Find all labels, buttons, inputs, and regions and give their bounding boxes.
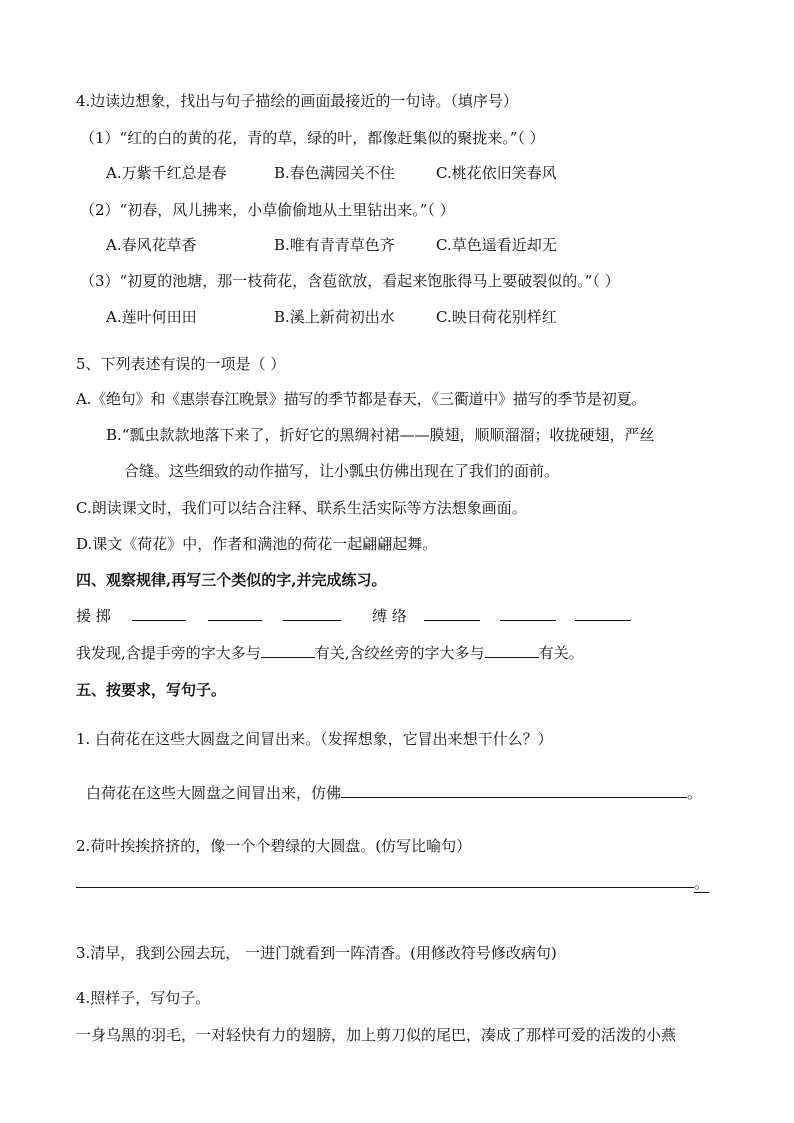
blank-silk-3[interactable] bbox=[575, 606, 631, 621]
s5-q3-prompt: 3.清早，我到公园去玩， 一进门就看到一阵清香。(用修改符号修改病句) bbox=[76, 944, 557, 962]
q5-title: 5、下列表述有误的一项是（ ） bbox=[76, 355, 286, 373]
char-group-silk bbox=[372, 605, 631, 627]
q5-option-d: D.课文《荷花》中，作者和满池的荷花一起翩翩起舞。 bbox=[76, 535, 438, 553]
s5-q1-end: 。 bbox=[687, 784, 703, 802]
blank-hand-meaning[interactable] bbox=[261, 643, 315, 658]
q4-item3-option-b: B.溪上新荷初出水 bbox=[274, 308, 395, 326]
char-group-silk-chars: 缚 络 bbox=[372, 607, 407, 625]
s5-q2-prompt: 2.荷叶挨挨挤挤的，像一个个碧绿的大圆盘。(仿写比喻句） bbox=[76, 837, 472, 855]
s5-q4-prompt: 4.照样子，写句子。 bbox=[76, 989, 211, 1007]
conclusion-prefix: 我发现,含提手旁的字大多与 bbox=[76, 644, 261, 662]
q4-item1-stem: （1）“红的白的黄的花，青的草，绿的叶，都像赶集似的聚拢来。”（ ） bbox=[80, 129, 545, 147]
s5-q1-answer-line bbox=[86, 782, 702, 804]
q4-item3-option-c: C.映日荷花别样红 bbox=[436, 308, 557, 326]
q4-item2-stem: （2）“初春，风儿拂来，小草偷偷地从土里钻出来。”（ ） bbox=[80, 201, 455, 219]
blank-hand-3[interactable] bbox=[283, 606, 341, 621]
s5-q1-prefix: 白荷花在这些大圆盘之间冒出来，仿佛 bbox=[86, 784, 342, 802]
blank-silk-meaning[interactable] bbox=[485, 643, 539, 658]
s5-q4-example: 一身乌黑的羽毛，一对轻快有力的翅膀，加上剪刀似的尾巴，凑成了那样可爱的活泼的小燕 bbox=[76, 1026, 677, 1044]
s5-q1-blank[interactable] bbox=[341, 783, 687, 798]
section4-conclusion bbox=[76, 642, 584, 664]
q5-option-c: C.朗读课文时，我们可以结合注释、联系生活实际等方法想象画面。 bbox=[76, 499, 527, 517]
q4-item3-option-a: A.莲叶何田田 bbox=[106, 308, 197, 326]
blank-hand-1[interactable] bbox=[132, 606, 186, 621]
q4-item1-option-c: C.桃花依旧笑春风 bbox=[436, 164, 557, 182]
s5-q2-end: 。 bbox=[694, 874, 710, 892]
q5-option-a: A.《绝句》和《惠崇春江晚景》描写的季节都是春天，《三衢道中》描写的季节是初夏。 bbox=[76, 390, 647, 408]
s5-q1-prompt: 1. 白荷花在这些大圆盘之间冒出来。（发挥想象，它冒出来想干什么？） bbox=[76, 730, 553, 748]
char-group-hand-chars: 援 掷 bbox=[76, 607, 111, 625]
conclusion-mid: 有关,含绞丝旁的字大多与 bbox=[314, 644, 485, 662]
char-group-hand bbox=[76, 605, 341, 627]
q5-option-b-line1: B.“瓢虫款款地落下来了，折好它的黑绸衬裙——膜翅，顺顺溜溜；收拢硬翅，严丝 bbox=[106, 426, 655, 444]
blank-silk-1[interactable] bbox=[424, 606, 480, 621]
s5-q2-answer-line bbox=[76, 872, 709, 894]
blank-silk-2[interactable] bbox=[500, 606, 556, 621]
q4-item2-option-b: B.唯有青青草色齐 bbox=[274, 236, 395, 254]
q4-item1-option-b: B.春色满园关不住 bbox=[274, 164, 395, 182]
q4-item2-option-a: A.春风花草香 bbox=[106, 236, 197, 254]
conclusion-suffix: 有关。 bbox=[538, 644, 584, 662]
section4-title: 四、观察规律,再写三个类似的字,并完成练习。 bbox=[76, 571, 387, 589]
q4-item2-option-c: C.草色遥看近却无 bbox=[436, 236, 557, 254]
q4-title: 4.边读边想象，找出与句子描绘的画面最接近的一句诗。（填序号） bbox=[76, 92, 518, 110]
blank-hand-2[interactable] bbox=[208, 606, 262, 621]
section5-title: 五、按要求，写句子。 bbox=[76, 681, 227, 699]
q4-item1-option-a: A.万紫千红总是春 bbox=[106, 164, 227, 182]
q5-option-b-line2: 合缝。这些细致的动作描写，让小瓢虫仿佛出现在了我们的面前。 bbox=[124, 462, 560, 480]
s5-q2-blank[interactable] bbox=[76, 873, 694, 888]
q4-item3-stem: （3）“初夏的池塘，那一枝荷花，含苞欲放，看起来饱胀得马上要破裂似的。”（ ） bbox=[80, 272, 620, 290]
